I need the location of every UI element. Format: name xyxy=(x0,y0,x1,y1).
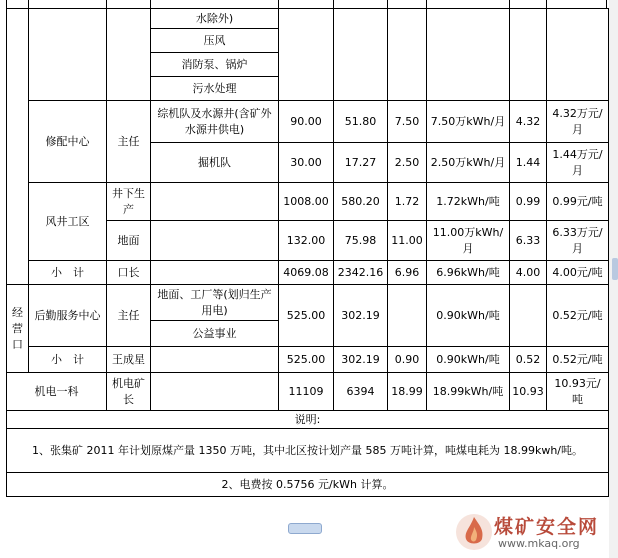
value-cell: 11.00 xyxy=(388,221,427,261)
value-cell: 11109 xyxy=(279,373,334,411)
value-cell: 18.99kWh/吨 xyxy=(427,373,510,411)
owner-cell: 机电矿长 xyxy=(107,373,151,411)
value-cell: 6.96 xyxy=(388,261,427,285)
value-cell: 0.90kWh/吨 xyxy=(427,347,510,373)
item-cell xyxy=(151,261,279,285)
note-line-1: 1、张集矿 2011 年计划原煤产量 1350 万吨，其中北区按计划产量 585 万吨计算，吨煤电耗为 18.99kwh/吨。 xyxy=(7,429,609,473)
table-row xyxy=(7,347,609,373)
value-cell xyxy=(510,9,547,101)
value-cell xyxy=(279,9,334,101)
owner-cell: 口长 xyxy=(107,261,151,285)
owner-cell: 井下生产 xyxy=(107,183,151,221)
top-row-fragment xyxy=(0,0,618,8)
value-cell: 6.96kWh/吨 xyxy=(427,261,510,285)
value-cell: 1.44 xyxy=(510,143,547,183)
value-cell: 2.50 xyxy=(388,143,427,183)
category-cell: 经营口 xyxy=(7,285,29,373)
table-row xyxy=(7,261,609,285)
owner-cell: 主任 xyxy=(107,101,151,183)
table-row xyxy=(7,101,609,143)
watermark-url: www.mkaq.org xyxy=(498,537,580,550)
notes-title: 说明: xyxy=(7,411,609,429)
unit-cell: 修配中心 xyxy=(29,101,107,183)
item-cell: 消防泵、锅炉 xyxy=(151,53,279,77)
table-row xyxy=(7,373,609,411)
item-cell: 掘机队 xyxy=(151,143,279,183)
value-cell: 6394 xyxy=(334,373,388,411)
value-cell: 11.00万kWh/月 xyxy=(427,221,510,261)
value-cell xyxy=(427,9,510,101)
value-cell: 10.93元/吨 xyxy=(547,373,609,411)
value-cell: 17.27 xyxy=(334,143,388,183)
unit-cell: 小 计 xyxy=(29,261,107,285)
value-cell: 2342.16 xyxy=(334,261,388,285)
value-cell: 302.19 xyxy=(334,347,388,373)
category-cell xyxy=(7,9,29,285)
item-cell: 压风 xyxy=(151,29,279,53)
value-cell: 7.50 xyxy=(388,101,427,143)
value-cell: 580.20 xyxy=(334,183,388,221)
unit-cell: 机电一科 xyxy=(7,373,107,411)
table-row xyxy=(7,183,609,221)
note-line-2: 2、电费按 0.5756 元/kWh 计算。 xyxy=(7,473,609,497)
value-cell: 0.99元/吨 xyxy=(547,183,609,221)
page-break-handle[interactable] xyxy=(288,523,322,534)
value-cell: 4069.08 xyxy=(279,261,334,285)
value-cell: 51.80 xyxy=(334,101,388,143)
value-cell: 1.72kWh/吨 xyxy=(427,183,510,221)
value-cell: 0.99 xyxy=(510,183,547,221)
unit-cell: 风井工区 xyxy=(29,183,107,261)
unit-cell: 后勤服务中心 xyxy=(29,285,107,347)
value-cell xyxy=(510,285,547,347)
value-cell: 1008.00 xyxy=(279,183,334,221)
item-cell xyxy=(151,373,279,411)
value-cell: 0.90kWh/吨 xyxy=(427,285,510,347)
value-cell: 18.99 xyxy=(388,373,427,411)
site-watermark xyxy=(454,510,612,556)
value-cell: 7.50万kWh/月 xyxy=(427,101,510,143)
value-cell xyxy=(388,285,427,347)
value-cell: 1.44万元/月 xyxy=(547,143,609,183)
value-cell: 4.32万元/月 xyxy=(547,101,609,143)
side-scroll-handle[interactable] xyxy=(612,258,618,280)
owner-cell: 地面 xyxy=(107,221,151,261)
value-cell: 0.90 xyxy=(388,347,427,373)
value-cell xyxy=(388,9,427,101)
value-cell: 30.00 xyxy=(279,143,334,183)
table-row xyxy=(7,9,609,29)
value-cell: 4.00 xyxy=(510,261,547,285)
value-cell: 0.52元/吨 xyxy=(547,285,609,347)
watermark-title: 煤矿安全网 xyxy=(494,516,600,538)
item-cell xyxy=(151,183,279,221)
owner-cell xyxy=(107,9,151,101)
value-cell: 6.33 xyxy=(510,221,547,261)
value-cell: 2.50万kWh/月 xyxy=(427,143,510,183)
item-cell: 综机队及水源井(含矿外水源井供电) xyxy=(151,101,279,143)
table-row xyxy=(7,285,609,321)
owner-cell: 主任 xyxy=(107,285,151,347)
value-cell: 0.52元/吨 xyxy=(547,347,609,373)
value-cell: 0.52 xyxy=(510,347,547,373)
unit-cell: 小 计 xyxy=(29,347,107,373)
item-cell xyxy=(151,221,279,261)
value-cell: 75.98 xyxy=(334,221,388,261)
value-cell: 525.00 xyxy=(279,347,334,373)
notes-row xyxy=(7,429,609,473)
value-cell xyxy=(334,9,388,101)
item-cell: 公益事业 xyxy=(151,321,279,347)
item-cell: 水除外) xyxy=(151,9,279,29)
owner-cell: 王成星 xyxy=(107,347,151,373)
value-cell xyxy=(547,9,609,101)
notes-row xyxy=(7,473,609,497)
value-cell: 90.00 xyxy=(279,101,334,143)
item-cell: 污水处理 xyxy=(151,77,279,101)
value-cell: 525.00 xyxy=(279,285,334,347)
flame-logo-icon xyxy=(454,512,494,552)
item-cell: 地面、工厂等(划归生产用电) xyxy=(151,285,279,321)
notes-title-row xyxy=(7,411,609,429)
value-cell: 4.32 xyxy=(510,101,547,143)
value-cell: 132.00 xyxy=(279,221,334,261)
electricity-quota-table xyxy=(6,8,609,497)
value-cell: 302.19 xyxy=(334,285,388,347)
item-cell xyxy=(151,347,279,373)
value-cell: 10.93 xyxy=(510,373,547,411)
value-cell: 1.72 xyxy=(388,183,427,221)
value-cell: 4.00元/吨 xyxy=(547,261,609,285)
value-cell: 6.33万元/月 xyxy=(547,221,609,261)
unit-cell xyxy=(29,9,107,101)
